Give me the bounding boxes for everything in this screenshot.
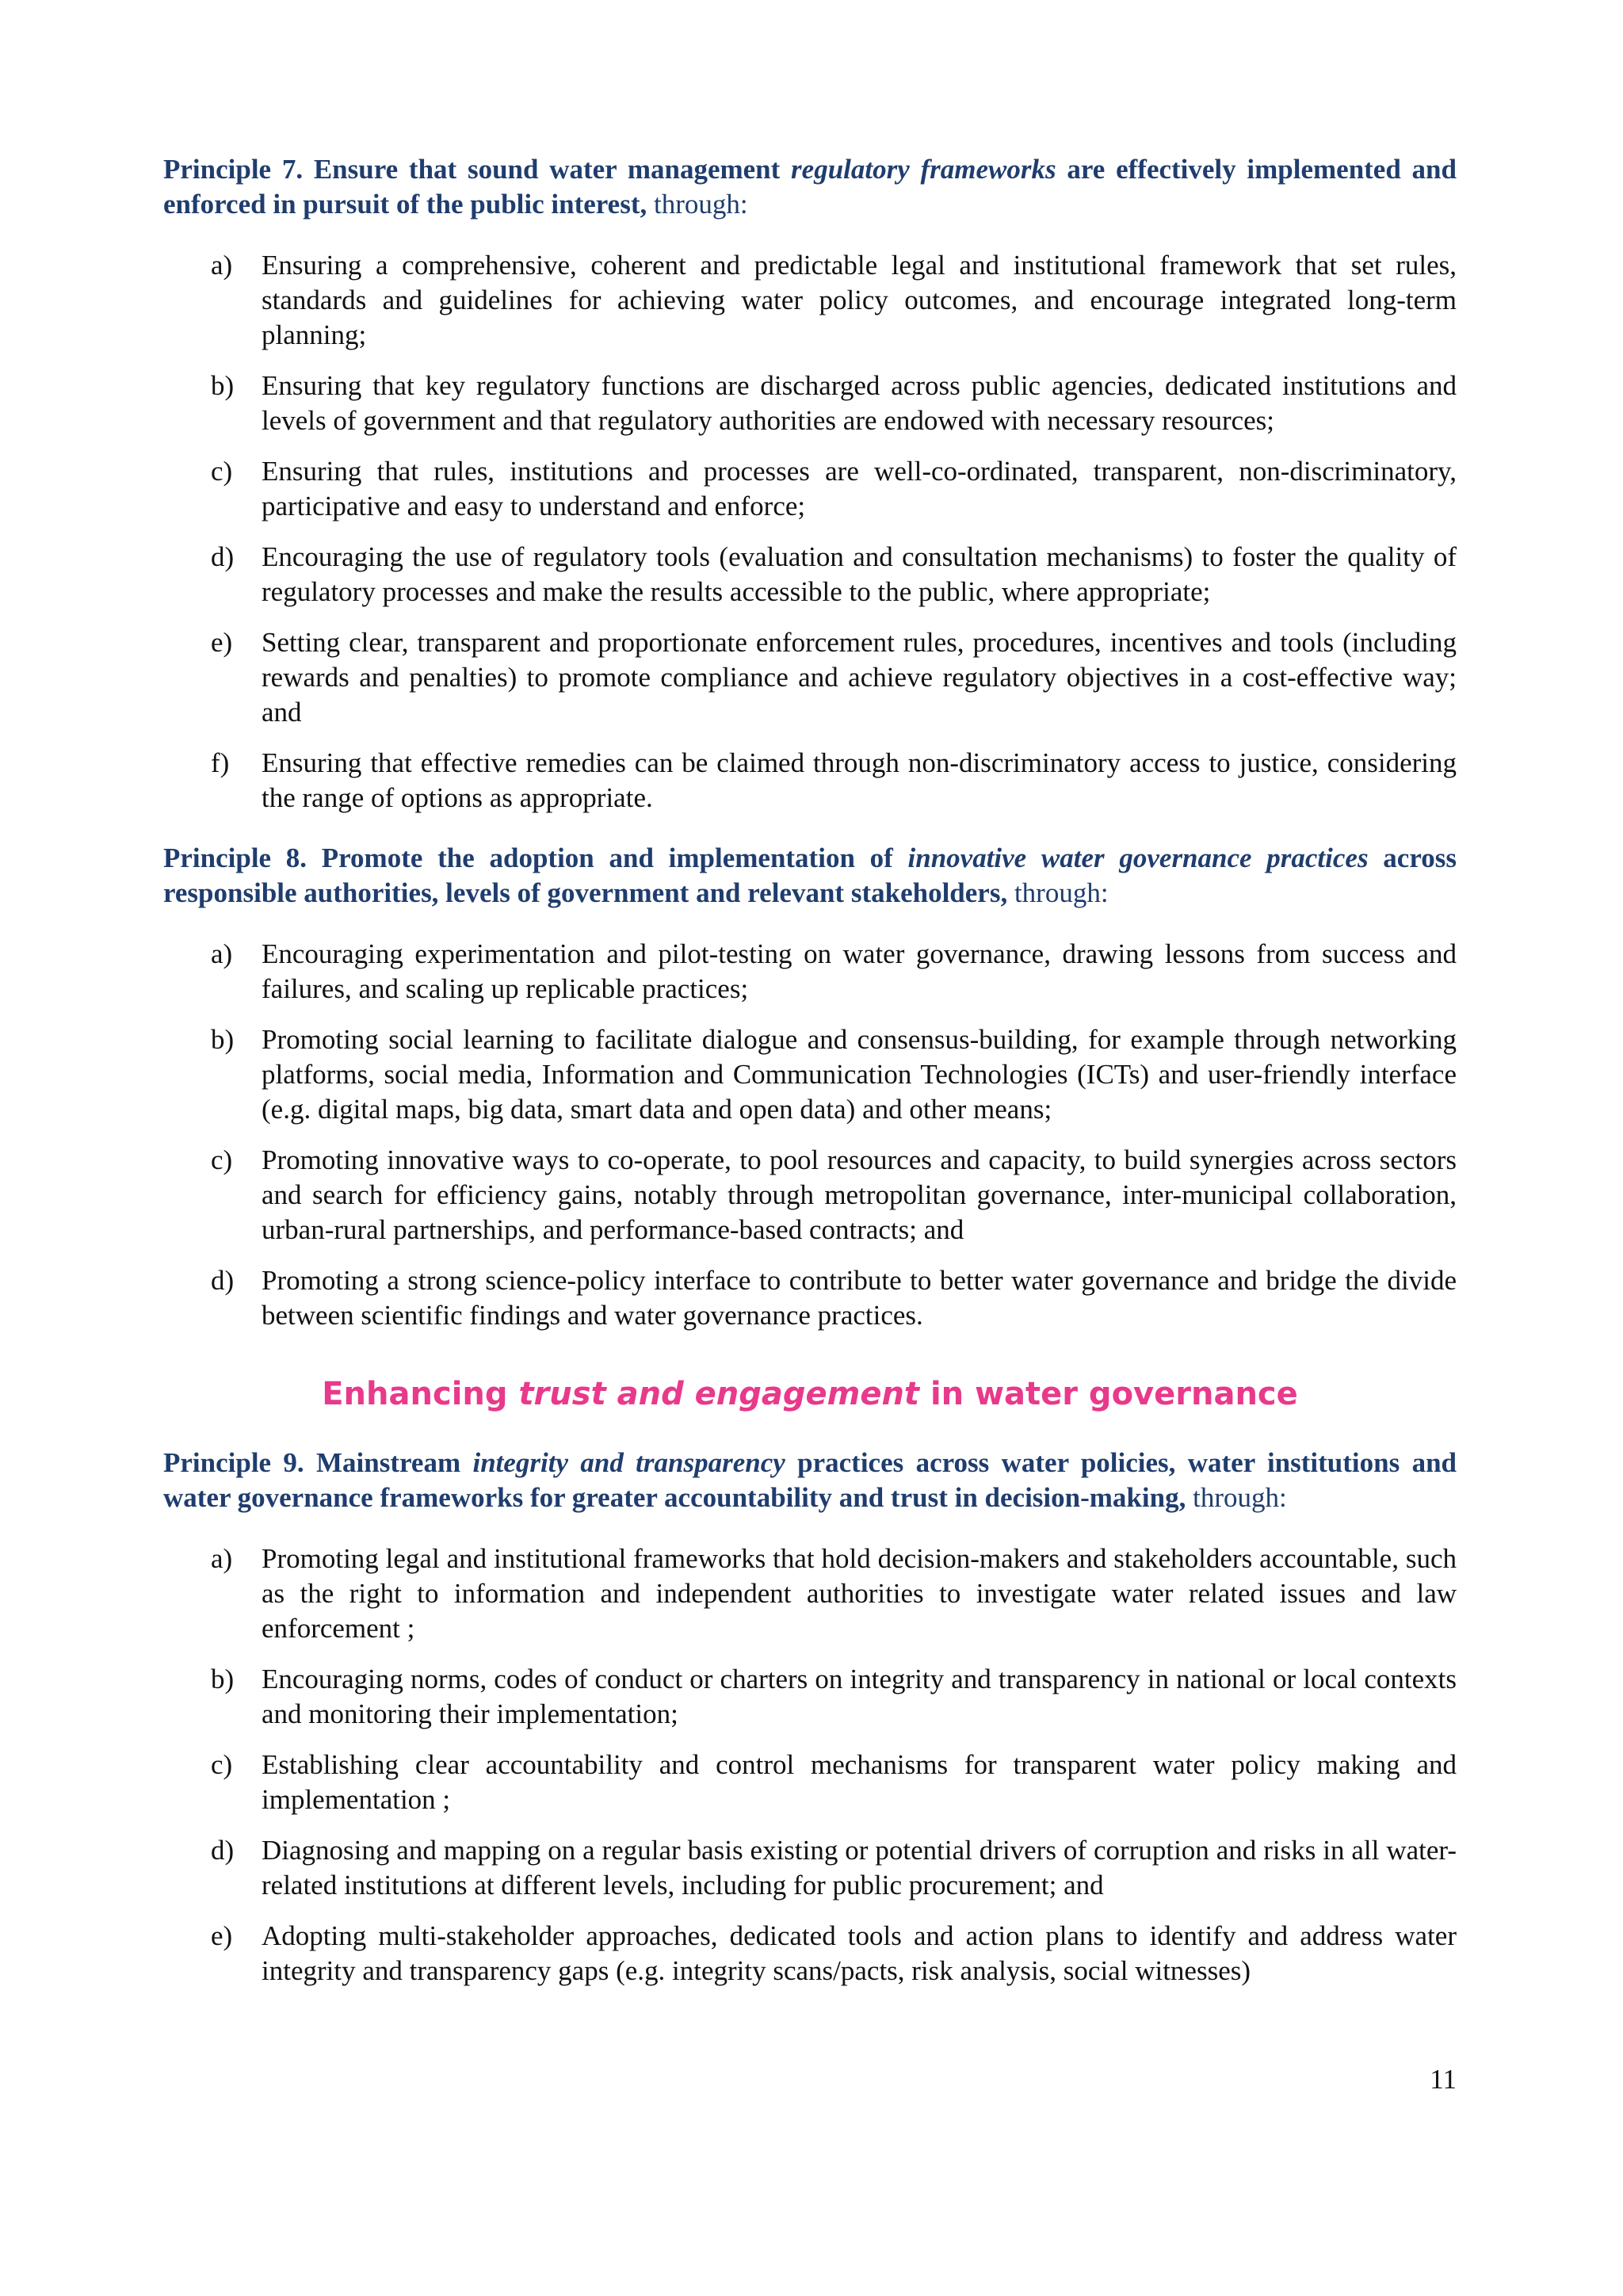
- list-marker: f): [211, 747, 230, 778]
- document-page: [163, 152, 1457, 1988]
- list-marker: c): [211, 456, 233, 487]
- section-heading-start: Enhancing: [322, 1376, 519, 1412]
- list-item-text: Promoting legal and institutional frameworks that hold decision-makers and stakeholders accountable, such as the right to information and independent authorities to investigate water related issues and law enforcement ;: [262, 1543, 1457, 1644]
- list-marker: e): [211, 627, 233, 658]
- list-item-text: Ensuring that effective remedies can be claimed through non-discriminatory access to justice, considering the range of options as appropriate.: [262, 747, 1457, 813]
- principle-9-through: through:: [1186, 1482, 1287, 1513]
- list-marker: c): [211, 1749, 233, 1780]
- page-number: 11: [1430, 2064, 1457, 2095]
- list-marker: a): [211, 250, 233, 281]
- list-item: [163, 540, 1457, 609]
- list-item: [163, 746, 1457, 816]
- list-item: [163, 937, 1457, 1007]
- list-marker: a): [211, 1543, 233, 1574]
- principle-8-heading: [163, 841, 1457, 911]
- list-item-text: Encouraging norms, codes of conduct or charters on integrity and transparency in national or local contexts and monitoring their implementation;: [262, 1664, 1457, 1729]
- list-item: [163, 1143, 1457, 1247]
- section-heading-end: in water governance: [919, 1376, 1298, 1412]
- list-marker: d): [211, 541, 235, 572]
- list-item: [163, 1919, 1457, 1988]
- principle-8-list: [163, 937, 1457, 1333]
- list-item-text: Promoting a strong science-policy interface to contribute to better water governance and bridge the divide between scientific findings and water governance practices.: [262, 1265, 1457, 1331]
- list-item-text: Promoting innovative ways to co-operate, to pool resources and capacity, to build synergies across sectors and search for efficiency gains, notably through metropolitan governance, inter-municipal collaboration, urban-rural partnerships, and performance-based contracts; and: [262, 1144, 1457, 1245]
- principle-7-through: through:: [647, 189, 748, 220]
- list-marker: c): [211, 1144, 233, 1175]
- list-item-text: Adopting multi-stakeholder approaches, dedicated tools and action plans to identify and address water integrity and transparency gaps (e.g. integrity scans/pacts, risk analysis, social witnesses): [262, 1920, 1457, 1986]
- principle-8-through: through:: [1007, 877, 1109, 908]
- list-item-text: Ensuring that key regulatory functions are discharged across public agencies, dedicated institutions and levels of government and that regulatory authorities are endowed with necessary resources;: [262, 370, 1457, 436]
- list-item-text: Ensuring a comprehensive, coherent and predictable legal and institutional framework that set rules, standards and guidelines for achieving water policy outcomes, and encourage integrated long-term planning;: [262, 250, 1457, 350]
- list-item: [163, 369, 1457, 438]
- list-item-text: Encouraging experimentation and pilot-testing on water governance, drawing lessons from success and failures, and scaling up replicable practices;: [262, 938, 1457, 1004]
- list-item: [163, 1022, 1457, 1127]
- section-heading-emphasis: trust and engagement: [518, 1376, 920, 1412]
- list-marker: b): [211, 370, 235, 401]
- list-item: [163, 454, 1457, 524]
- principle-9-list: [163, 1541, 1457, 1988]
- principle-9-lead: Principle 9. Mainstream: [163, 1447, 473, 1478]
- principle-8-lead: Principle 8. Promote the adoption and implementation of: [163, 842, 908, 873]
- list-item-text: Diagnosing and mapping on a regular basis existing or potential drivers of corruption and risks in all water-related institutions at different levels, including for public procurement; and: [262, 1835, 1457, 1901]
- list-item: [163, 1748, 1457, 1817]
- list-marker: b): [211, 1024, 235, 1055]
- list-marker: b): [211, 1664, 235, 1694]
- list-item: [163, 1263, 1457, 1333]
- section-heading: [163, 1374, 1457, 1414]
- list-marker: a): [211, 938, 233, 969]
- principle-7-emphasis: regulatory frameworks: [791, 154, 1056, 185]
- principle-8-heading-rest: across responsible authorities, levels of government and relevant stakeholders,: [163, 842, 1457, 908]
- principle-7-lead: Principle 7. Ensure that sound water management: [163, 154, 792, 185]
- list-item: [163, 1833, 1457, 1903]
- list-marker: d): [211, 1835, 235, 1866]
- principle-9-heading: [163, 1446, 1457, 1515]
- list-item: [163, 1662, 1457, 1732]
- list-item-text: Establishing clear accountability and control mechanisms for transparent water policy making and implementation ;: [262, 1749, 1457, 1815]
- list-item-text: Setting clear, transparent and proportionate enforcement rules, procedures, incentives and tools (including rewards and penalties) to promote compliance and achieve regulatory objectives in a cost-effective way; and: [262, 627, 1457, 728]
- principle-7-heading: [163, 152, 1457, 222]
- list-item: [163, 1541, 1457, 1646]
- list-item-text: Promoting social learning to facilitate dialogue and consensus-building, for example through networking platforms, social media, Information and Communication Technologies (ICTs) and user-friendly interface (e.g. digital maps, big data, smart data and open data) and other means;: [262, 1024, 1457, 1125]
- list-item: [163, 248, 1457, 353]
- principle-8-emphasis: innovative water governance practices: [907, 842, 1369, 873]
- principle-7-list: [163, 248, 1457, 816]
- principle-9-heading-rest: practices across water policies, water institutions and water governance frameworks for greater accountability and trust in decision-making,: [163, 1447, 1457, 1513]
- list-item-text: Ensuring that rules, institutions and processes are well-co-ordinated, transparent, non-discriminatory, participative and easy to understand and enforce;: [262, 456, 1457, 521]
- principle-9-emphasis: integrity and transparency: [472, 1447, 785, 1478]
- list-marker: d): [211, 1265, 235, 1296]
- list-item: [163, 625, 1457, 730]
- list-marker: e): [211, 1920, 233, 1951]
- principle-7-heading-rest: are effectively implemented and enforced in pursuit of the public interest,: [163, 154, 1457, 220]
- list-item-text: Encouraging the use of regulatory tools (evaluation and consultation mechanisms) to foster the quality of regulatory processes and make the results accessible to the public, where appropriate;: [262, 541, 1457, 607]
